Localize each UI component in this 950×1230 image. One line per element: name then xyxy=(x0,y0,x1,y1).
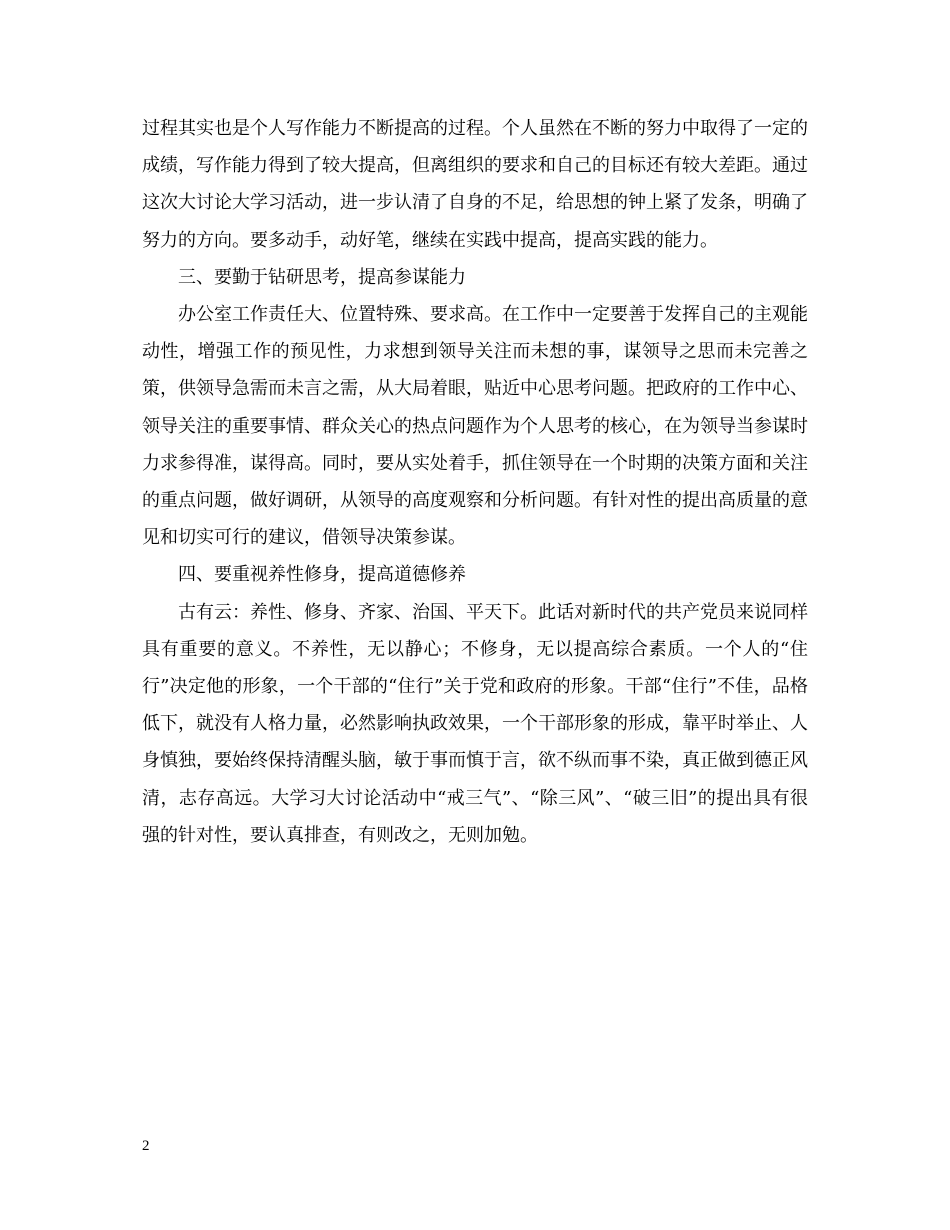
paragraph-continued: 过程其实也是个人写作能力不断提高的过程。个人虽然在不断的努力中取得了一定的成绩，写作能力得到了较大提高，但离组织的要求和自己的目标还有较大差距。通过这次大讨论大学习活动，进一步认清了自身的不足，给思想的钟上紧了发条，明确了努力的方向。要多动手，动好笔，继续在实践中提高，提高实践的能力。 xyxy=(142,118,808,251)
paragraph-office-work: 办公室工作责任大、位置特殊、要求高。在工作中一定要善于发挥自己的主观能动性，增强工作的预见性，力求想到领导关注而未想的事，谋领导之思而未完善之策，供领导急需而未言之需，从大局着眼，贴近中心思考问题。把政府的工作中心、领导关注的重要事情、群众关心的热点问题作为个人思考的核心，在为领导当参谋时力求参得准，谋得高。同时，要从实处着手，抓住领导在一个时期的决策方面和关注的重点问题，做好调研，从领导的高度观察和分析问题。有针对性的提出高质量的意见和切实可行的建议，借领导决策参谋。 xyxy=(142,304,808,549)
section-heading-three: 三、要勤于钻研思考，提高参谋能力 xyxy=(178,266,466,288)
page-number: 2 xyxy=(142,1138,150,1154)
document-body xyxy=(142,110,808,854)
section-heading-four: 四、要重视养性修身，提高道德修养 xyxy=(178,564,466,586)
paragraph-self-cultivation: 古有云：养性、修身、齐家、治国、平天下。此话对新时代的共产党员来说同样具有重要的意义。不养性，无以静心；不修身，无以提高综合素质。一个人的“住行”决定他的形象，一个干部的“住行”关于党和政府的形象。干部“住行”不佳，品格低下，就没有人格力量，必然影响执政效果，一个干部形象的形成，靠平时举止、人身慎独，要始终保持清醒头脑，敏于事而慎于言，欲不纵而事不染，真正做到德正风清，志存高远。大学习大讨论活动中“戒三气”、“除三风”、“破三旧”的提出具有很强的针对性，要认真排查，有则改之，无则加勉。 xyxy=(142,601,808,846)
